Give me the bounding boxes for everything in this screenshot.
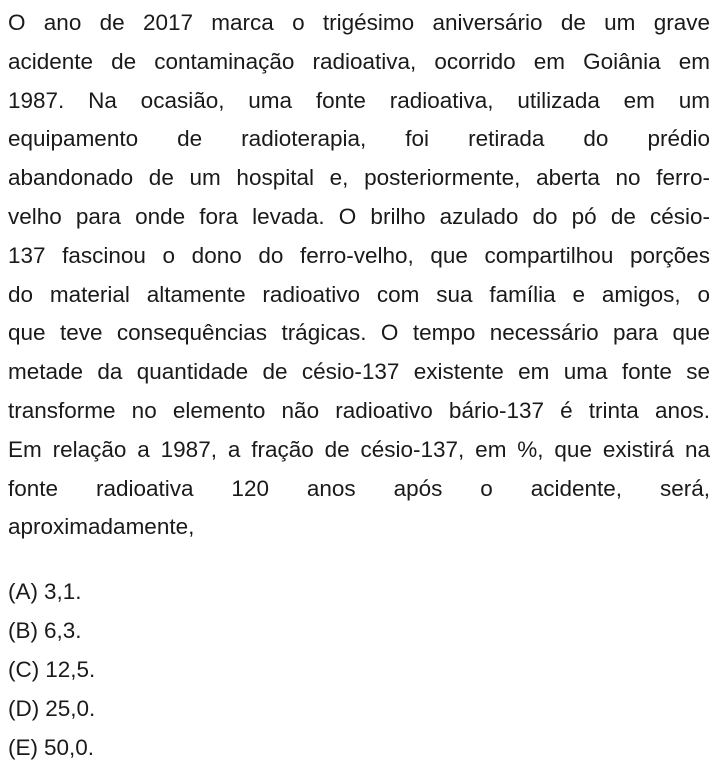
stem-line: acidente de contaminação radioativa, ocorrido em Goiânia em bbox=[8, 48, 710, 74]
stem-line: do material altamente radioativo com sua família e amigos, o bbox=[8, 281, 710, 307]
option-a[interactable] bbox=[8, 572, 710, 611]
option-letter: (C) bbox=[8, 657, 40, 683]
stem-line: velho para onde fora levada. O brilho azulado do pó de césio- bbox=[8, 203, 710, 229]
option-letter: (B) bbox=[8, 618, 38, 644]
option-letter: (E) bbox=[8, 735, 38, 761]
stem-line: O ano de 2017 marca o trigésimo aniversário de um grave bbox=[8, 10, 710, 35]
stem-line: Em relação a 1987, a fração de césio-137, em %, que existirá na bbox=[8, 436, 710, 462]
stem-line: aproximadamente, bbox=[8, 514, 195, 540]
option-b[interactable] bbox=[8, 611, 710, 650]
stem-line: fonte radioativa 120 anos após o acidente, será, bbox=[8, 475, 710, 501]
option-c[interactable] bbox=[8, 650, 710, 689]
option-value: 6,3. bbox=[44, 618, 82, 644]
option-value: 25,0. bbox=[45, 696, 96, 722]
stem-line: abandonado de um hospital e, posteriormente, aberta no ferro- bbox=[8, 165, 710, 191]
option-value: 12,5. bbox=[45, 657, 96, 683]
stem-line: que teve consequências trágicas. O tempo necessário para que bbox=[8, 320, 710, 346]
answer-options bbox=[8, 572, 710, 767]
stem-line: 137 fascinou o dono do ferro-velho, que compartilhou porções bbox=[8, 242, 710, 268]
option-value: 3,1. bbox=[44, 579, 82, 605]
stem-line: transforme no elemento não radioativo bário-137 é trinta anos. bbox=[8, 397, 710, 423]
option-e[interactable] bbox=[8, 728, 710, 767]
option-value: 50,0. bbox=[44, 735, 95, 761]
stem-line: metade da quantidade de césio-137 existente em uma fonte se bbox=[8, 359, 710, 385]
option-letter: (A) bbox=[8, 579, 38, 605]
option-letter: (D) bbox=[8, 696, 40, 722]
question-document bbox=[8, 4, 710, 767]
stem-line: 1987. Na ocasião, uma fonte radioativa, utilizada em um bbox=[8, 87, 710, 113]
spacer bbox=[8, 547, 710, 572]
stem-line: equipamento de radioterapia, foi retirada do prédio bbox=[8, 126, 710, 152]
option-d[interactable] bbox=[8, 689, 710, 728]
question-stem bbox=[8, 4, 710, 547]
